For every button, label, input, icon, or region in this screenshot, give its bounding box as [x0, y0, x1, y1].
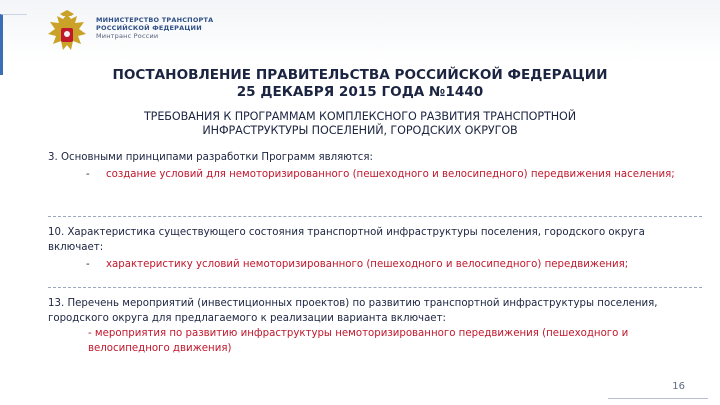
subtitle-line-1: ТРЕБОВАНИЯ К ПРОГРАММАМ КОМПЛЕКСНОГО РАЗВИТИЯ ТРАНСПОРТНОЙ: [143, 110, 577, 123]
section-divider: [48, 287, 702, 288]
section-divider: [48, 216, 702, 217]
coat-of-arms-icon: [44, 10, 90, 58]
bullet-marker: -: [86, 169, 90, 180]
section-characteristics: [48, 225, 703, 272]
ministry-line-3: Минтранс России: [96, 32, 159, 40]
list-item: - мероприятия по развитию инфраструктуры немоторизированного передвижения (пешеходного и велосипедного движения): [88, 328, 629, 354]
page-number: 16: [672, 381, 685, 392]
title-line-1: ПОСТАНОВЛЕНИЕ ПРАВИТЕЛЬСТВА РОССИЙСКОЙ ФЕДЕРАЦИИ: [112, 67, 608, 83]
section-heading: 13. Перечень мероприятий (инвестиционных проектов) по развитию транспортной инфраструктуры поселения, городского округа для предлагаемого к реализации варианта включает:: [48, 298, 658, 324]
slide-title: [30, 67, 690, 101]
section-principles: [48, 150, 703, 182]
section-measures: [48, 296, 703, 356]
list-item: [48, 167, 703, 182]
subtitle-line-2: ИНФРАСТРУКТУРЫ ПОСЕЛЕНИЙ, ГОРОДСКИХ ОКРУГОВ: [202, 123, 518, 137]
bullet-marker: -: [86, 259, 90, 270]
ministry-line-1: МИНИСТЕРСТВО ТРАНСПОРТА: [96, 16, 214, 24]
ministry-line-2: РОССИЙСКОЙ ФЕДЕРАЦИИ: [96, 24, 202, 32]
ministry-name: [96, 16, 246, 40]
footer-divider: [608, 398, 708, 399]
slide-subtitle: [80, 110, 640, 137]
section-heading: 3. Основными принципами разработки Программ являются:: [48, 152, 373, 163]
list-item: [48, 257, 703, 272]
bullet-text: характеристику условий немоторизированного (пешеходного и велосипедного) передвижения;: [106, 259, 629, 270]
bullet-text: создание условий для немоторизированного (пешеходного и велосипедного) передвижения населения;: [106, 169, 675, 180]
left-accent-bar: [0, 14, 27, 75]
section-heading: 10. Характеристика существующего состояния транспортной инфраструктуры поселения, городского округа включает:: [48, 227, 645, 253]
title-line-2: 25 ДЕКАБРЯ 2015 ГОДА №1440: [236, 84, 484, 100]
